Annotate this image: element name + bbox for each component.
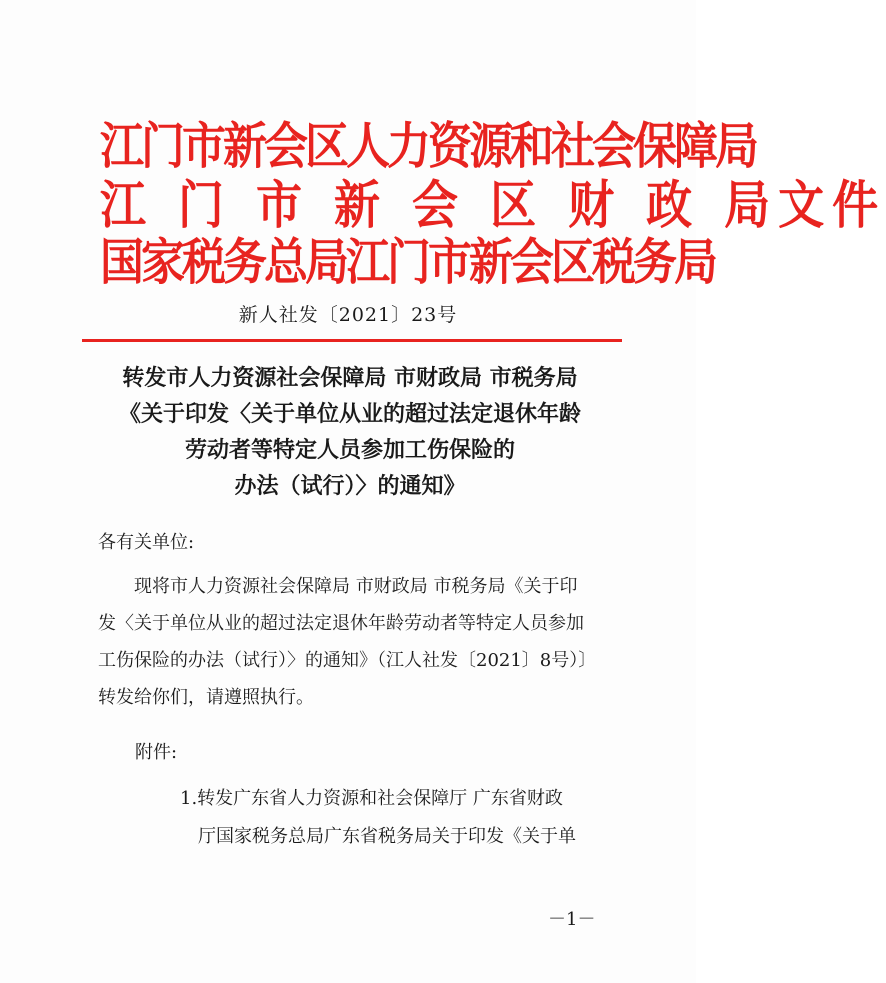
title-line-2: 《关于印发〈关于单位从业的超过法定退休年龄 — [118, 401, 581, 427]
attachment-item-1-line-1: 1.转发广东省人力资源和社会保障厅 广东省财政 — [180, 788, 563, 809]
title-line-4: 办法（试行）〉的通知》 — [234, 473, 466, 499]
document-number: 新人社发〔2021〕23号 — [238, 304, 458, 326]
paragraph-line-3: 工伤保险的办法（试行）〉的通知》（江人社发〔2021〕8号）〕 — [98, 650, 597, 671]
page-number: －1－ — [548, 909, 596, 930]
red-divider-line — [82, 339, 622, 342]
paragraph-line-1: 现将市人力资源社会保障局 市财政局 市税务局《关于印 — [134, 576, 578, 597]
body-paragraph — [98, 568, 606, 716]
attachment-item-1 — [180, 780, 610, 856]
masthead-line-1: 江门市新会区人力资源和社会保障局 — [100, 118, 756, 176]
attachment-item-1-line-2: 厅国家税务总局广东省税务局关于印发《关于单 — [198, 826, 576, 847]
attachments-label: 附件: — [135, 742, 178, 763]
paragraph-line-2: 发〈关于单位从业的超过法定退休年龄劳动者等特定人员参加 — [98, 613, 584, 634]
masthead-line-3: 国家税务总局江门市新会区税务局 — [100, 234, 715, 292]
salutation: 各有关单位: — [98, 532, 195, 553]
title-line-3: 劳动者等特定人员参加工伤保险的 — [184, 437, 515, 463]
title-line-1: 转发市人力资源社会保障局 市财政局 市税务局 — [122, 365, 578, 391]
paragraph-line-4: 转发给你们，请遵照执行。 — [98, 687, 314, 708]
masthead-line-2: 江 门 市 新 会 区 财 政 局文件 — [100, 174, 886, 236]
document-title — [60, 360, 640, 504]
